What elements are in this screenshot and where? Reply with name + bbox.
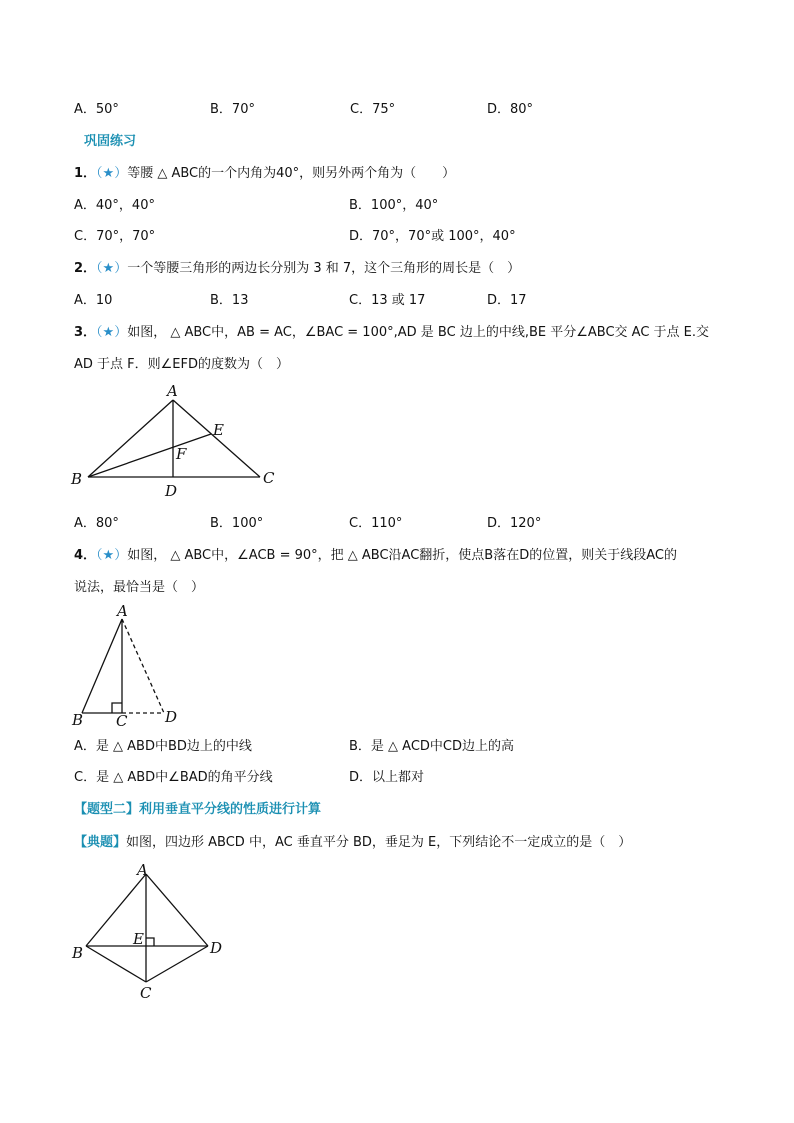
question-number: 2． [74,261,97,276]
segment-ad [146,874,208,946]
question-1 [74,165,455,183]
option-d: D．80° [487,102,534,117]
difficulty-star: （★） [96,261,128,276]
q1-option-d: D．70°，70°或 100°，40° [349,229,516,244]
segment-ab [82,619,122,713]
option-a: A．50° [74,102,119,117]
label-a: A [137,861,148,879]
segment-be [88,434,211,477]
label-c: C [263,469,275,487]
question-text: 等腰 △ ABC的一个内角为40°，则另外两个角为（ ） [127,166,456,181]
q2-option-d: D．17 [487,293,527,308]
example-text: 如图，四边形 ABCD 中，AC 垂直平分 BD，垂足为 E，下列结论不一定成立的是（ ） [126,835,632,850]
q4-option-a: A．是 △ ABD中BD边上的中线 [74,739,252,754]
q1-option-c: C．70°，70° [74,229,156,244]
label-e: E [213,421,224,439]
label-b: B [72,944,84,962]
q3-option-b: B．100° [210,516,264,531]
q4-option-d: D．以上都对 [349,770,425,785]
label-b: B [72,711,84,729]
q3-option-d: D．120° [487,516,542,531]
q2-option-a: A．10 [74,293,113,308]
q3-triangle-figure [70,384,290,499]
question-4 [74,547,677,565]
label-d: D [165,482,178,500]
q4-option-b: B．是 △ ACD中CD边上的高 [349,739,515,754]
question-text: 如图， △ ABC中，AB = AC，∠BAC = 100°,AD 是 BC 边上的中线,BE 平分∠ABC交 AC 于点 E.交 [127,325,710,340]
label-c: C [116,712,128,730]
difficulty-star: （★） [96,325,128,340]
q4-option-c: C．是 △ ABD中∠BAD的角平分线 [74,770,273,785]
q1-option-a: A．40°，40° [74,198,155,213]
section-heading-practice: 巩固练习 [84,134,137,149]
q2-option-c: C．13 或 17 [349,293,426,308]
label-a: A [117,602,128,620]
label-a: A [167,382,178,400]
segment-cd [146,946,208,982]
question-number: 3． [74,325,97,340]
difficulty-star: （★） [96,548,128,563]
label-e: E [133,930,144,948]
segment-ab [88,400,173,477]
question-2 [74,260,520,278]
option-b: B．70° [210,102,255,117]
example-tag: 【典题】 [74,835,127,850]
label-d: D [210,939,223,957]
label-c: C [140,984,152,1002]
option-c: C．75° [350,102,396,117]
right-angle-mark [146,938,154,946]
q1-option-b: B．100°，40° [349,198,439,213]
q3-option-a: A．80° [74,516,119,531]
section-heading-type2: 【题型二】利用垂直平分线的性质进行计算 [74,802,322,817]
question-text: 如图， △ ABC中，∠ACB = 90°，把 △ ABC沿AC翻折，使点B落在D的位置，则关于线段AC的 [127,548,677,563]
question-number: 1． [74,166,97,181]
segment-bc [86,946,146,982]
q2-option-b: B．13 [210,293,249,308]
q3-option-c: C．110° [349,516,403,531]
difficulty-star: （★） [96,166,128,181]
question-number: 4． [74,548,97,563]
example-kite-figure [70,858,240,1003]
question-3-line2: AD 于点 F．则∠EFD的度数为（ ） [74,357,290,372]
example-question [74,834,631,852]
question-text: 一个等腰三角形的两边长分别为 3 和 7，这个三角形的周长是（ ） [127,261,521,276]
question-3 [74,324,709,342]
q4-fold-figure [70,604,190,729]
segment-ad-dashed [122,619,164,713]
label-f: F [176,445,187,463]
label-b: B [71,470,83,488]
label-d: D [165,708,178,726]
question-4-line2: 说法，最恰当是（ ） [74,580,205,595]
